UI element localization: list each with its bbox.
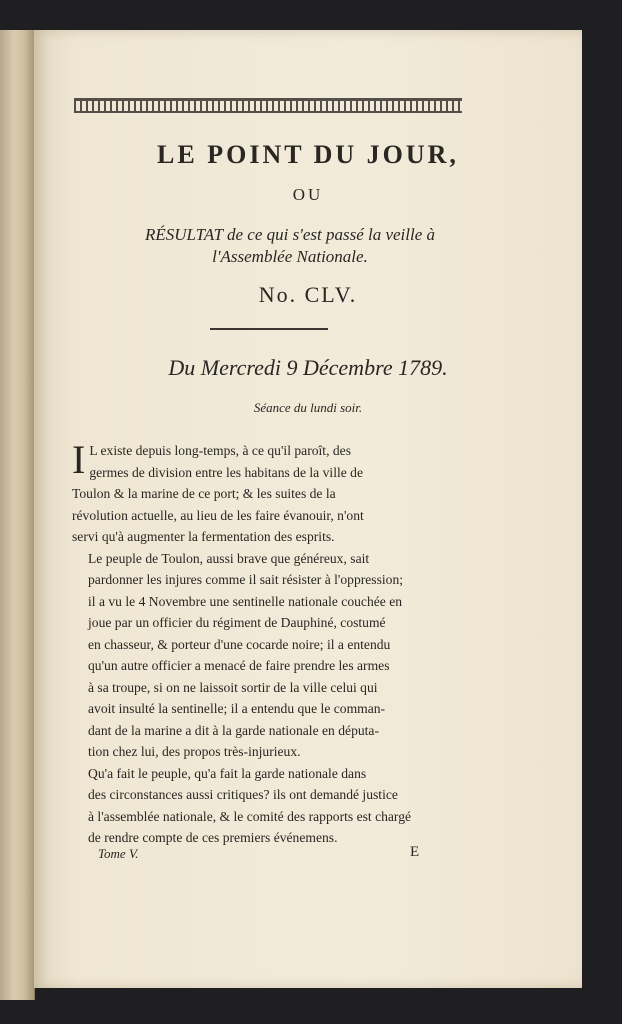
issue-date: Du Mercredi 9 Décembre 1789. [168, 355, 448, 380]
p1-line: révolution actuelle, au lieu de les faire évanouir, n'ont [72, 507, 364, 523]
p2-line: dant de la marine a dit à la garde nationale en députa- [88, 722, 379, 738]
p3-line: à l'assemblée nationale, & le comité des rapports est chargé [88, 808, 412, 824]
article-body [72, 437, 474, 849]
subtitle [70, 224, 510, 268]
page-title: LE POINT DU JOUR, [157, 140, 459, 169]
p1-line: germes de division entre les habitans de la ville de [89, 464, 364, 480]
session-heading: Séance du lundi soir. [253, 400, 363, 415]
divider-rule [210, 328, 328, 330]
drop-cap: I [72, 437, 86, 482]
p3-line: des circonstances aussi critiques? ils ont demandé justice [88, 787, 398, 802]
p2-line: en chasseur, & porteur d'une cocarde noire; il a entendu [88, 636, 391, 652]
paragraph-1 [72, 437, 474, 548]
p2-line: tion chez lui, des propos très-injurieux. [88, 744, 301, 759]
p2-line: avoit insulté la sentinelle; il a entendu que le comman- [88, 701, 386, 716]
p2-line: pardonner les injures comme il sait résister à l'oppression; [88, 572, 404, 587]
p2-line: à sa troupe, si on ne laissoit sortir de la ville celui qui [88, 679, 378, 695]
p2-line: Le peuple de Toulon, aussi brave que généreux, sait [88, 550, 370, 566]
book-spine [0, 30, 35, 1000]
paragraph-3 [72, 763, 474, 849]
paragraph-2 [72, 548, 474, 763]
p3-line: Qu'a fait le peuple, qu'a fait la garde nationale dans [88, 765, 367, 781]
p2-line: qu'un autre officier a menacé de faire prendre les armes [88, 658, 390, 673]
volume-marker: Tome V. [98, 846, 139, 861]
title-conjunction: OU [292, 185, 324, 204]
book-page [34, 30, 582, 988]
issue-number: No. CLV. [258, 282, 358, 307]
p2-line: il a vu le 4 Novembre une sentinelle nationale couchée en [88, 593, 403, 609]
p3-line: de rendre compte de ces premiers événemens. [88, 830, 338, 845]
ornamental-top-rule [74, 98, 462, 113]
p1-line: servi qu'à augmenter la fermentation des esprits. [72, 529, 335, 544]
p1-line: L existe depuis long-temps, à ce qu'il paroît, des [89, 443, 352, 458]
p1-line: Toulon & la marine de ce port; & les suites de la [72, 486, 336, 501]
subtitle-line-2: l'Assemblée Nationale. [212, 247, 368, 266]
subtitle-line-1: RÉSULTAT de ce qui s'est passé la veille à [144, 225, 436, 244]
p2-line: joue par un officier du régiment de Dauphiné, costumé [88, 615, 386, 630]
signature-marker: E [410, 844, 420, 860]
